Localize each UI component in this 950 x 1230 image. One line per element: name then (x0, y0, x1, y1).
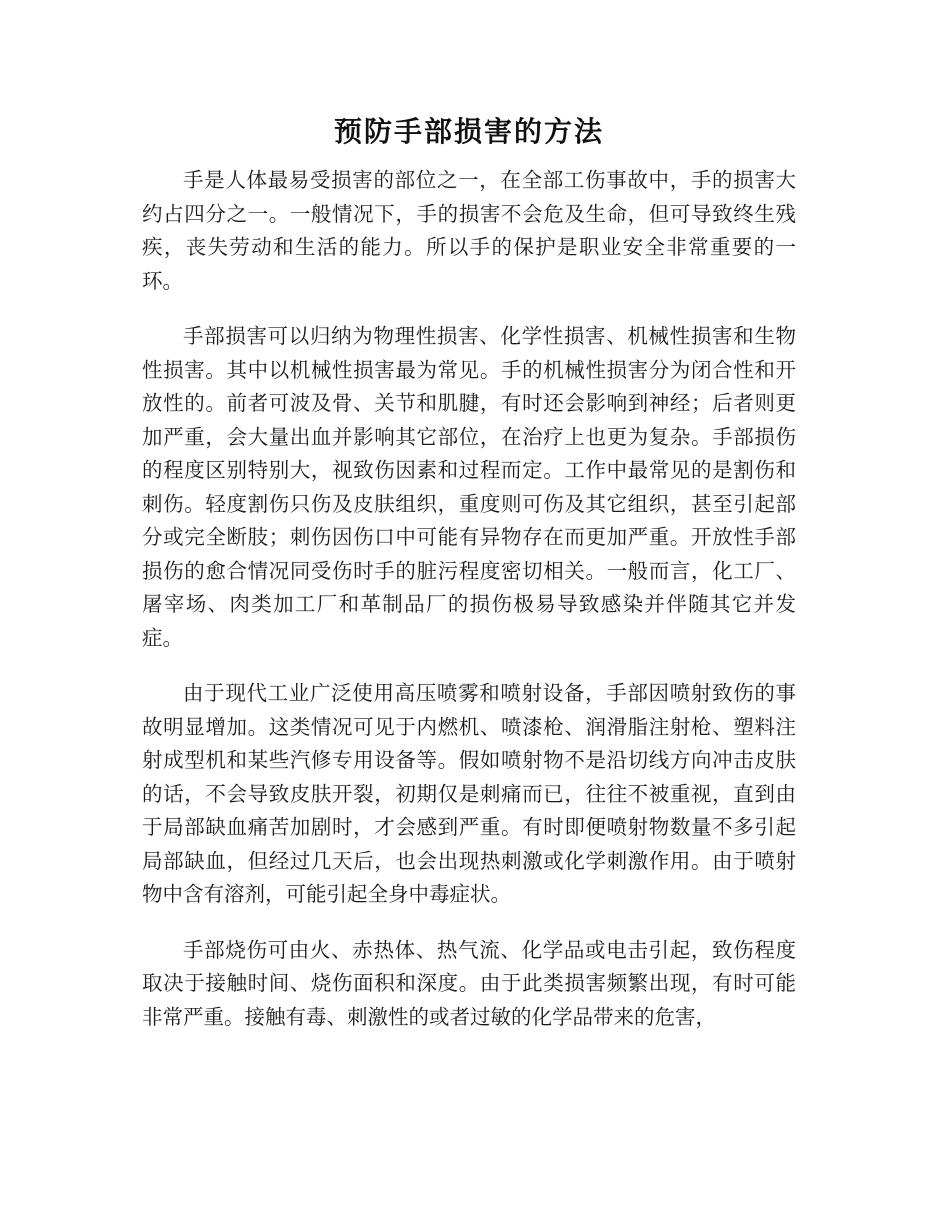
document-body (142, 112, 796, 1056)
paragraph-1: 手是人体最易受损害的部位之一，在全部工伤事故中，手的损害大约占四分之一。一般情况下，手的损害不会危及生命，但可导致终生残疾，丧失劳动和生活的能力。所以手的保护是职业安全非常重要的一环。 (142, 168, 796, 293)
paragraph-4: 手部烧伤可由火、赤热体、热气流、化学品或电击引起，致伤程度取决于接触时间、烧伤面积和深度。由于此类损害频繁出现，有时可能非常严重。接触有毒、刺激性的或者过敏的化学品带来的危害， (142, 937, 796, 1029)
document-title: 预防手部损害的方法 (333, 115, 604, 148)
paragraph-3: 由于现代工业广泛使用高压喷雾和喷射设备，手部因喷射致伤的事故明显增加。这类情况可见于内燃机、喷漆枪、润滑脂注射枪、塑料注射成型机和某些汽修专用设备等。假如喷射物不是沿切线方向冲击皮肤的话，不会导致皮肤开裂，初期仅是刺痛而已，往往不被重视，直到由于局部缺血痛苦加剧时，才会感到严重。有时即便喷射物数量不多引起局部缺血，但经过几天后，也会出现热刺激或化学刺激作用。由于喷射物中含有溶剂，可能引起全身中毒症状。 (142, 681, 796, 906)
paragraph-2: 手部损害可以归纳为物理性损害、化学性损害、机械性损害和生物性损害。其中以机械性损害最为常见。手的机械性损害分为闭合性和开放性的。前者可波及骨、关节和肌腱，有时还会影响到神经；后者则更加严重，会大量出血并影响其它部位，在治疗上也更为复杂。手部损伤的程度区别特别大，视致伤因素和过程而定。工作中最常见的是割伤和刺伤。轻度割伤只伤及皮肤组织，重度则可伤及其它组织，甚至引起部分或完全断肢；刺伤因伤口中可能有异物存在而更加严重。开放性手部损伤的愈合情况同受伤时手的脏污程度密切相关。一般而言，化工厂、屠宰场、肉类加工厂和革制品厂的损伤极易导致感染并伴随其它并发症。 (142, 324, 796, 650)
